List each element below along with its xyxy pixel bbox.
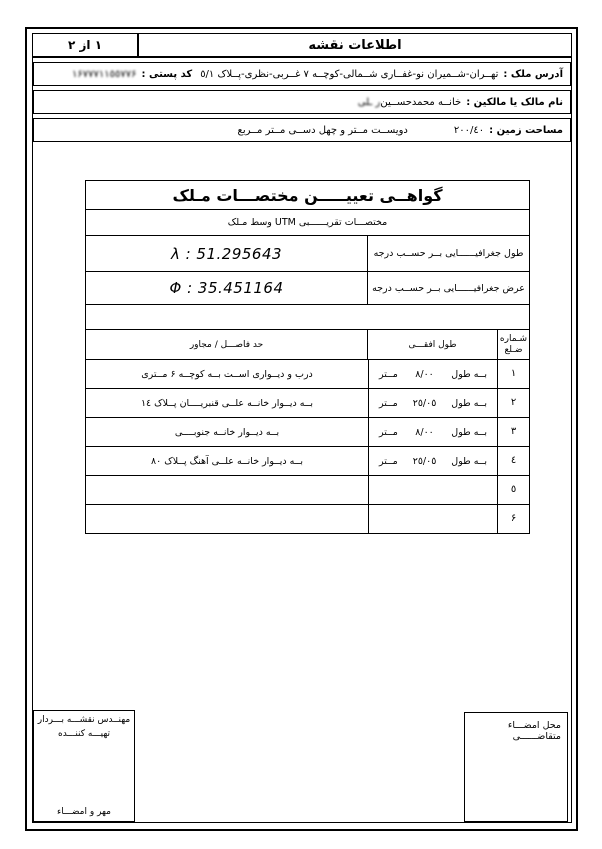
address-row: [33, 62, 571, 86]
map-info-title: اطلاعات نقشه: [308, 37, 402, 53]
lambda-symbol: λ: [170, 244, 181, 263]
header-bar: [33, 34, 571, 58]
postal-code-value: ١۶٧٧٧١١٥٥٧٧۶: [72, 68, 137, 80]
side-row-6: ۶: [86, 505, 529, 533]
utm-subtitle: مختصـــات تقریــــــبی UTM وسط مـلک: [86, 210, 529, 236]
latitude-row: [86, 272, 529, 305]
applicant-signature-box: [464, 712, 568, 822]
col-side-number: شـماره ضـلع: [497, 330, 529, 359]
land-area-label: مساحت زمین :: [489, 124, 563, 136]
surveyor-stamp-label: مهر و امضـــاء: [56, 807, 111, 817]
sides-table-header: [86, 330, 529, 360]
side-row-4: ٤ بــه طول ٢٥/٠٥ مــتر بــه دیــوار خانــه علــی آهنگ پــلاک ٨٠: [86, 447, 529, 476]
owner-row: [33, 90, 571, 114]
side-row-3: ٣ بــه طول ٨/٠٠ مــتر بــه دیــوار خانــه جنوبــــی: [86, 418, 529, 447]
page-frame: [25, 27, 578, 831]
col-boundary: حد فاصـــل / مجاور: [189, 339, 264, 350]
page-content: [33, 34, 571, 822]
owner-redacted-part: ر ـلی: [357, 96, 381, 108]
land-area-value: ٢٠٠/٤٠: [453, 124, 485, 136]
owner-label: نام مالک یا مالکین :: [466, 96, 563, 108]
longitude-value: λ : 51.295643: [170, 244, 283, 263]
certificate-title: گواهــی تعییـــــن مختصـــات مـلک: [86, 181, 529, 210]
side-row-2: ٢ بــه طول ٢٥/٠٥ مــتر بــه دیــوار خانــه علــی قنبریــــان پــلاک ١٤: [86, 389, 529, 418]
page-number: ١ از ٢: [33, 34, 139, 56]
longitude-label: طول جغرافیــــــایی بــر حســب درجه: [367, 236, 529, 271]
latitude-value: Φ : 35.451164: [169, 279, 284, 297]
surveyor-box: [33, 710, 135, 822]
side-row-1: ١ بــه طول ٨/٠٠ مــتر درب و دیــواری اســت بــه کوچــه ۶ مــتری: [86, 360, 529, 389]
certificate-table: [85, 180, 530, 534]
spacer-row: [86, 305, 529, 330]
surveyor-title: مهنــدس نقشـــه بـــردار تهیـــه کننـــده: [37, 715, 131, 739]
postal-code-label: کد پستی :: [141, 68, 193, 80]
latitude-label: عرض جغرافیــــــایی بــر حســب درجه: [367, 272, 529, 304]
longitude-row: [86, 236, 529, 272]
inner-frame: [32, 33, 572, 823]
applicant-signature-label: محل امضـــاء متقاضــــــی: [507, 720, 561, 742]
phi-symbol: Φ: [169, 279, 182, 297]
address-label: آدرس ملک :: [503, 68, 563, 80]
address-value: تهــران-شــمیران نو-غفــاری شــمالی-کوچــه ٧ غــربی-نظری-پــلاک ٥/١: [200, 68, 499, 80]
col-horizontal-length: طول افقـــی: [367, 330, 497, 359]
owner-value: خانــه محمدحســین: [380, 96, 462, 108]
land-area-words: دویســت مــتر و چهل دســی مــتر مــربع: [237, 124, 408, 136]
land-area-row: [33, 118, 571, 142]
side-row-5: ٥: [86, 476, 529, 505]
